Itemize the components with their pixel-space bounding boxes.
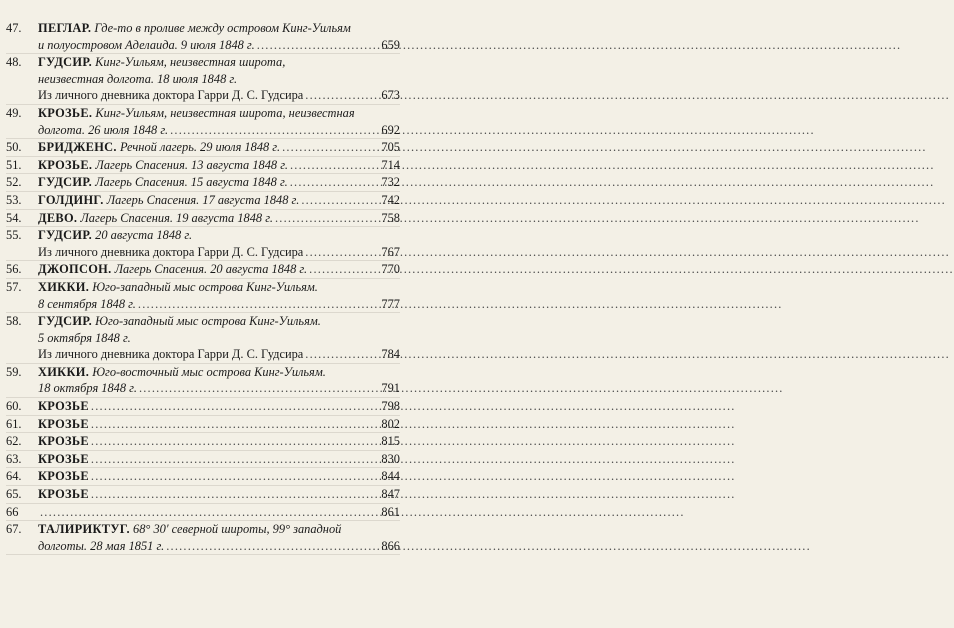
entry-text — [38, 451, 400, 468]
toc-entry — [6, 210, 400, 228]
page-number: 784 — [381, 347, 400, 362]
narrator-name: ХИККИ. — [38, 279, 90, 294]
entry-line — [38, 261, 400, 278]
location-date: долготы. 28 мая 1851 г. — [38, 538, 165, 553]
chapter-number: 50. — [6, 140, 22, 155]
line-text — [38, 210, 273, 227]
narrator-name: ГОЛДИНГ. — [38, 192, 104, 207]
page-number: 798 — [381, 399, 400, 414]
chapter-number: 54. — [6, 210, 22, 225]
chapter-number: 67. — [6, 522, 22, 537]
toc-entry — [6, 451, 400, 469]
chapter-number: 47. — [6, 21, 22, 35]
entry-text — [38, 468, 400, 485]
entry-line — [38, 364, 400, 381]
entry-line — [38, 227, 400, 244]
entry-text — [38, 261, 400, 278]
line-text — [38, 521, 341, 538]
toc-entry — [6, 364, 400, 398]
line-text — [38, 37, 255, 54]
narrator-name: КРОЗЬЕ. — [38, 105, 93, 120]
entry-text — [38, 105, 400, 138]
entry-line — [38, 157, 400, 174]
page-number: 830 — [381, 451, 400, 466]
entry-line — [38, 192, 400, 209]
narrator-name: КРОЗЬЕ — [38, 487, 89, 502]
location-date: Юго-западный мыс острова Кинг-Уильям. — [95, 314, 321, 329]
page-number: 705 — [381, 140, 400, 155]
line-text — [38, 54, 285, 71]
entry-line — [38, 279, 400, 296]
narrator-name: ГУДСИР. — [38, 228, 93, 243]
line-text — [38, 139, 280, 156]
toc-entry — [6, 105, 400, 139]
page-number: 659 — [381, 37, 400, 52]
entry-text — [38, 227, 400, 260]
location-date: Лагерь Спасения. 19 августа 1848 г. — [80, 210, 273, 225]
narrator-name: КРОЗЬЕ — [38, 434, 89, 449]
toc-entry — [6, 279, 400, 313]
entry-line — [38, 380, 400, 397]
location-date: 68° 30′ северной широты, 99° западной — [133, 522, 342, 537]
entry-line — [38, 105, 400, 122]
toc-entry — [6, 313, 400, 364]
narrator-name: КРОЗЬЕ — [38, 469, 89, 484]
line-text — [38, 87, 303, 104]
line-text — [38, 261, 307, 278]
dot-leader — [91, 486, 379, 503]
chapter-number: 51. — [6, 157, 22, 172]
line-text — [38, 20, 351, 37]
narrator-name: ДЕВО. — [38, 210, 78, 225]
line-text — [38, 174, 288, 191]
narrator-name: БРИДЖЕНС. — [38, 140, 117, 155]
dot-leader — [290, 174, 380, 191]
line-text — [38, 346, 303, 363]
toc-entry — [6, 504, 400, 522]
page-number: 770 — [381, 262, 400, 277]
dot-leader — [170, 122, 379, 139]
page-number: 673 — [381, 88, 400, 103]
chapter-number: 62. — [6, 434, 22, 449]
chapter-number: 59. — [6, 364, 22, 379]
page-number: 777 — [381, 296, 400, 311]
location-date: Юго-западный мыс острова Кинг-Уильям. — [92, 279, 318, 294]
entry-line — [38, 398, 400, 415]
location-date: Лагерь Спасения. 13 августа 1848 г. — [95, 157, 288, 172]
entry-line — [38, 330, 400, 347]
entry-line — [38, 538, 400, 555]
chapter-number: 53. — [6, 192, 22, 207]
diary-note: Из личного дневника доктора Гарри Д. С. Гудсира — [38, 347, 304, 362]
page-number: 714 — [381, 157, 400, 172]
entry-text — [38, 416, 400, 433]
toc-entry — [6, 20, 400, 54]
entry-text — [38, 54, 400, 104]
entry-text — [38, 174, 400, 191]
line-text — [38, 192, 299, 209]
line-text — [38, 468, 89, 485]
line-text — [38, 71, 237, 88]
narrator-name: ТАЛИРИКТУГ. — [38, 522, 130, 537]
location-date: неизвестная долгота. 18 июля 1848 г. — [38, 71, 238, 86]
location-date: долгота. 26 июля 1848 г. — [38, 122, 169, 137]
entry-line — [38, 468, 400, 485]
entry-text — [38, 364, 400, 397]
narrator-name: ГУДСИР. — [38, 55, 93, 70]
narrator-name: ДЖОПСОН. — [38, 262, 112, 277]
entry-line — [38, 504, 400, 521]
entry-line — [38, 346, 400, 363]
chapter-number: 48. — [6, 55, 22, 70]
entry-text — [38, 398, 400, 415]
dot-leader — [40, 504, 379, 521]
page-number: 742 — [381, 192, 400, 207]
entry-line — [38, 451, 400, 468]
chapter-number: 52. — [6, 175, 22, 190]
line-text — [38, 416, 89, 433]
toc-entry — [6, 54, 400, 105]
line-text — [38, 157, 288, 174]
dot-leader — [91, 451, 379, 468]
entry-line — [38, 71, 400, 88]
dot-leader — [257, 37, 380, 54]
location-date: Лагерь Спасения. 20 августа 1848 г. — [114, 262, 308, 277]
page-number: 861 — [381, 504, 400, 519]
table-of-contents — [6, 20, 400, 555]
location-date: Лагерь Спасения. 17 августа 1848 г. — [106, 192, 300, 207]
page-number: 732 — [381, 175, 400, 190]
entry-line — [38, 296, 400, 313]
chapter-number: 55. — [6, 228, 22, 243]
entry-text — [38, 139, 400, 156]
entry-line — [38, 486, 400, 503]
entry-text — [38, 279, 400, 312]
toc-entry — [6, 433, 400, 451]
dot-leader — [91, 468, 379, 485]
dot-leader — [301, 192, 379, 209]
location-date: Речной лагерь. 29 июля 1848 г. — [119, 140, 281, 155]
dot-leader — [139, 380, 379, 397]
toc-entry — [6, 261, 400, 279]
dot-leader — [91, 398, 379, 415]
chapter-number: 49. — [6, 105, 22, 120]
line-text — [38, 538, 164, 555]
entry-line — [38, 87, 400, 104]
narrator-name: КРОЗЬЕ. — [38, 157, 93, 172]
entry-text — [38, 313, 400, 363]
location-date: Юго-восточный мыс острова Кинг-Уильям. — [92, 364, 326, 379]
line-text — [38, 380, 137, 397]
toc-entry — [6, 227, 400, 261]
entry-line — [38, 313, 400, 330]
dot-leader — [166, 538, 379, 555]
location-date: 18 октября 1848 г. — [38, 381, 137, 396]
toc-page — [0, 0, 410, 628]
dot-leader — [309, 261, 379, 278]
chapter-number: 63. — [6, 451, 22, 466]
page-number: 844 — [381, 469, 400, 484]
chapter-number: 60. — [6, 399, 22, 414]
dot-leader — [290, 157, 379, 174]
page-number: 847 — [381, 487, 400, 502]
line-text — [38, 227, 192, 244]
dot-leader — [282, 139, 379, 156]
location-date: Лагерь Спасения. 15 августа 1848 г. — [95, 175, 288, 190]
page-number: 767 — [381, 244, 400, 259]
page-number: 692 — [381, 122, 400, 137]
toc-entry — [6, 468, 400, 486]
entry-line — [38, 139, 400, 156]
diary-note: Из личного дневника доктора Гарри Д. С. Гудсира — [38, 88, 304, 103]
entry-line — [38, 244, 400, 261]
dot-leader — [305, 346, 379, 363]
page-number: 758 — [381, 210, 400, 225]
page-number: 815 — [381, 434, 400, 449]
narrator-name: ГУДСИР. — [38, 175, 93, 190]
entry-text — [38, 521, 400, 554]
entry-line — [38, 54, 400, 71]
dot-leader — [305, 244, 379, 261]
line-text — [38, 398, 89, 415]
toc-entry — [6, 139, 400, 157]
location-date: Где-то в проливе между островом Кинг-Уильям — [94, 21, 351, 35]
toc-entry — [6, 521, 400, 555]
entry-line — [38, 174, 400, 191]
dot-leader — [305, 87, 379, 104]
line-text — [38, 279, 318, 296]
chapter-number: 64. — [6, 469, 22, 484]
narrator-name: ХИККИ. — [38, 364, 90, 379]
toc-entry — [6, 192, 400, 210]
narrator-name: ГУДСИР. — [38, 314, 93, 329]
chapter-number: 61. — [6, 416, 22, 431]
narrator-name: ПЕГЛАР. — [38, 21, 92, 35]
entry-text — [38, 433, 400, 450]
entry-line — [38, 122, 400, 139]
line-text — [38, 433, 89, 450]
narrator-name: КРОЗЬЕ — [38, 451, 89, 466]
toc-entry — [6, 416, 400, 434]
entry-line — [38, 521, 400, 538]
entry-text — [38, 20, 400, 53]
narrator-name: КРОЗЬЕ — [38, 416, 89, 431]
entry-line — [38, 20, 400, 37]
entry-line — [38, 37, 400, 54]
entry-text — [38, 486, 400, 503]
diary-note: Из личного дневника доктора Гарри Д. С. Гудсира — [38, 244, 304, 259]
line-text — [38, 296, 136, 313]
location-date: и полуостровом Аделаида. 9 июля 1848 г. — [38, 37, 255, 52]
line-text — [38, 451, 89, 468]
entry-text — [38, 210, 400, 227]
dot-leader — [91, 433, 379, 450]
toc-entry — [6, 486, 400, 504]
chapter-number: 56. — [6, 262, 22, 277]
chapter-number: 66 — [6, 504, 19, 519]
location-date: Кинг-Уильям, неизвестная широта, неизвестная — [95, 105, 355, 120]
dot-leader — [275, 210, 379, 227]
chapter-number: 65. — [6, 487, 22, 502]
line-text — [38, 105, 355, 122]
toc-entry — [6, 157, 400, 175]
line-text — [38, 313, 321, 330]
page-number: 791 — [381, 381, 400, 396]
toc-entry — [6, 398, 400, 416]
narrator-name: КРОЗЬЕ — [38, 399, 89, 414]
entry-text — [38, 192, 400, 209]
toc-entry — [6, 174, 400, 192]
location-date: 5 октября 1848 г. — [38, 330, 131, 345]
chapter-number: 58. — [6, 314, 22, 329]
location-date: Кинг-Уильям, неизвестная широта, — [95, 55, 286, 70]
entry-line — [38, 416, 400, 433]
dot-leader — [91, 416, 379, 433]
line-text — [38, 122, 168, 139]
entry-line — [38, 210, 400, 227]
entry-line — [38, 433, 400, 450]
line-text — [38, 486, 89, 503]
entry-text — [38, 504, 400, 521]
chapter-number: 57. — [6, 279, 22, 294]
entry-text — [38, 157, 400, 174]
page-number: 802 — [381, 416, 400, 431]
dot-leader — [138, 296, 380, 313]
line-text — [38, 364, 326, 381]
line-text — [38, 244, 303, 261]
page-number: 866 — [381, 538, 400, 553]
location-date: 20 августа 1848 г. — [95, 228, 193, 243]
line-text — [38, 330, 131, 347]
location-date: 8 сентября 1848 г. — [38, 296, 136, 311]
